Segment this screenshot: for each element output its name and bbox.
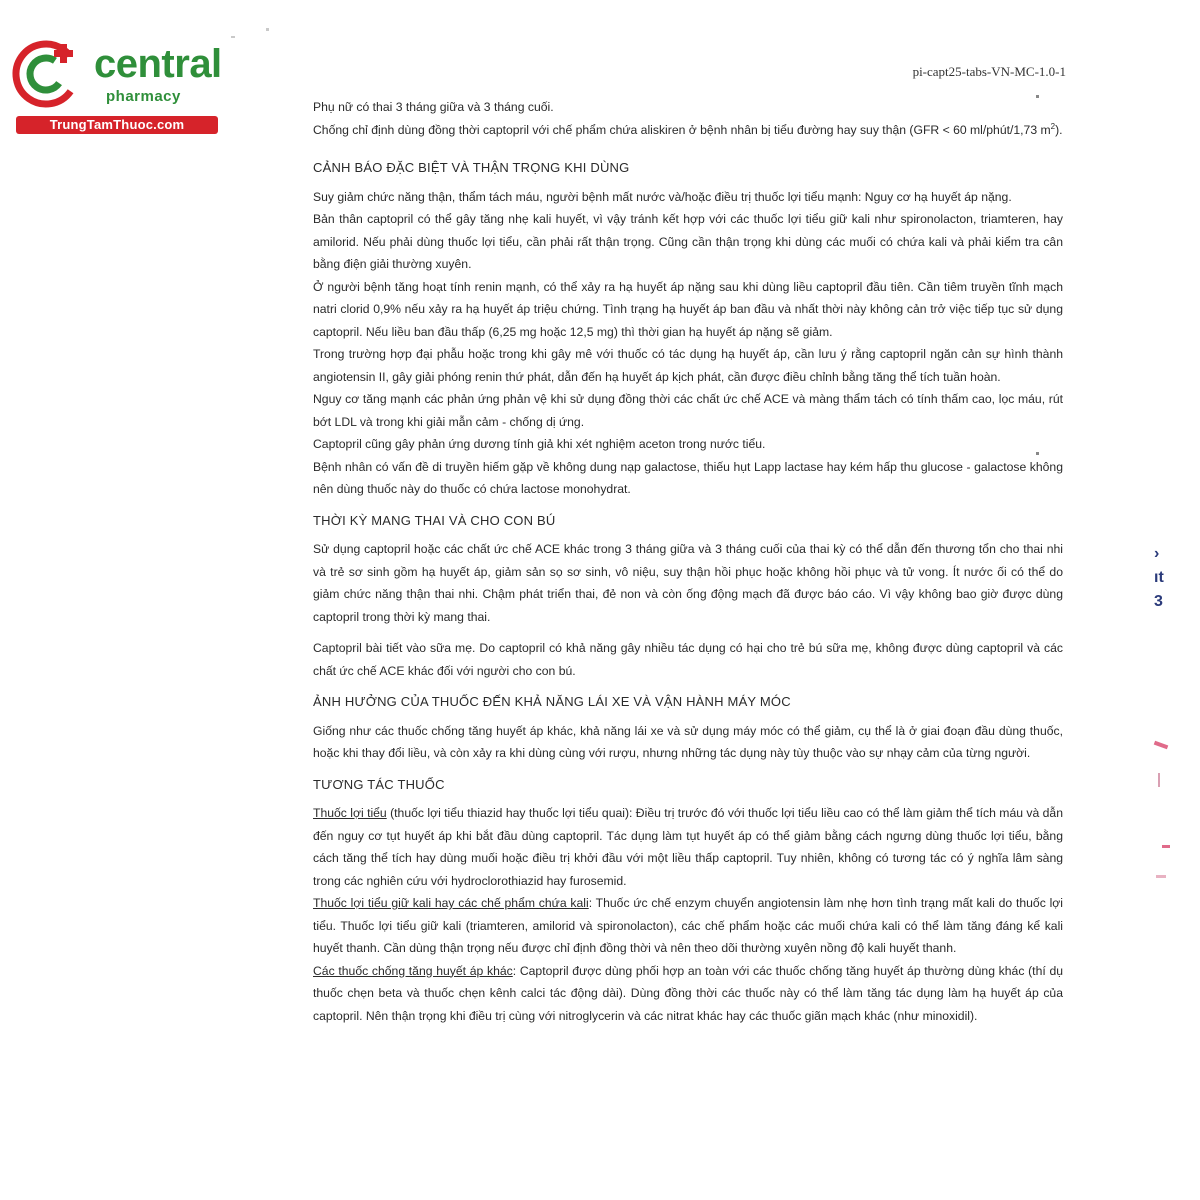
- pregnancy-paragraph: Captopril bài tiết vào sữa mẹ. Do captopril có khả năng gây nhiều tác dụng có hại cho trẻ bú sữa mẹ, không được dùng captopril và các chất ức chế ACE khác đối với người cho con bú.: [313, 641, 1063, 678]
- interaction-label: Các thuốc chống tăng huyết áp khác: [313, 963, 513, 978]
- driving-paragraph: Giống như các thuốc chống tăng huyết áp khác, khả năng lái xe và sử dụng máy móc có thể giảm, cụ thể là ở giai đoạn đầu dùng thuốc, hoặc khi thay đổi liều, và còn xảy ra khi dùng cùng với rượu, nhưng những tác dụng này tùy thuộc vào sự nhạy cảm của từng người.: [313, 723, 1063, 760]
- section-heading-interactions: TƯƠNG TÁC THUỐC: [313, 776, 445, 792]
- scan-speck: [231, 36, 235, 38]
- warning-paragraph: Nguy cơ tăng mạnh các phản ứng phản vệ khi sử dụng đồng thời các chất ức chế ACE và màng thẩm tách có tính thấm cao, lọc máu, rút bớt LDL và trong khi giải mẫn cảm - chống dị ứng.: [313, 392, 1063, 429]
- section-heading-driving: ẢNH HƯỞNG CỦA THUỐC ĐẾN KHẢ NĂNG LÁI XE VÀ VẬN HÀNH MÁY MÓC: [313, 694, 791, 709]
- scan-speck: [1158, 773, 1160, 787]
- margin-mark: ›: [1154, 545, 1160, 562]
- central-pharmacy-logo-icon: [10, 38, 82, 110]
- warning-paragraph: Bản thân captopril có thể gây tăng nhẹ kali huyết, vì vậy tránh kết hợp với các thuốc lợi tiểu giữ kali như spironolacton, triamteren, hay amilorid. Nếu phải dùng thuốc lợi tiểu, cần phải rất thận trọng. Cũng cần thận trọng khi dùng các muối có chứa kali và phải kiểm tra cân bằng điện giải thường xuyên.: [313, 212, 1063, 271]
- warning-paragraph: Captopril cũng gây phản ứng dương tính giả khi xét nghiệm aceton trong nước tiểu.: [313, 437, 766, 451]
- brand-name: central: [94, 42, 222, 86]
- brand-url: TrungTamThuoc.com: [16, 116, 218, 134]
- document-code: pi-capt25-tabs-VN-MC-1.0-1: [912, 64, 1066, 79]
- interaction-item: Thuốc lợi tiểu (thuốc lợi tiểu thiazid hay thuốc lợi tiểu quai): Điều trị trước đó với thuốc lợi tiểu liều cao có thể làm giảm thể tích máu và dẫn đến nguy cơ tụt huyết áp khi bắt đầu dùng captopril. Tác dụng làm tụt huyết áp có thể giảm bằng cách ngưng dùng thuốc lợi tiểu, bằng cách tăng thể tích hay dùng muối hoặc điều trị khởi đầu với một liều thấp captopril. Tuy nhiên, không có tương tác có ý nghĩa lâm sàng trong các nghiên cứu với hydroclorothiazid hay furosemid.: [313, 806, 1063, 888]
- brand-logo: [10, 36, 222, 136]
- margin-mark: 3: [1154, 593, 1163, 610]
- document-body: [313, 96, 1063, 1027]
- pregnancy-paragraph: Sử dụng captopril hoặc các chất ức chế ACE khác trong 3 tháng giữa và 3 tháng cuối của thai kỳ có thể dẫn đến thương tổn cho thai nhi và trẻ sơ sinh gồm hạ huyết áp, giảm sản sọ sơ sinh, vô niệu, suy thận hồi phục hoặc không hồi phục và tử vong. Ít nước ối có thể do giảm chức năng thận thai nhi. Chậm phát triển thai, đẻ non và còn ống động mạch đã được báo cáo. Vì vậy không bao giờ được dùng captopril trong thời kỳ mang thai.: [313, 542, 1063, 624]
- interaction-item: Thuốc lợi tiểu giữ kali hay các chế phẩm chứa kali: Thuốc ức chế enzym chuyển angiotensin làm nhẹ hơn tình trạng mất kali do thuốc lợi tiểu. Thuốc lợi tiểu giữ kali (triamteren, amilorid và spironolacton), các chế phẩm hoặc các muối chứa kali có thể làm tăng đáng kể kali huyết thanh. Cần dùng thận trọng nếu được chỉ định đồng thời và nên theo dõi thường xuyên nồng độ kali huyết thanh.: [313, 896, 1063, 955]
- contra-line-1: Phụ nữ có thai 3 tháng giữa và 3 tháng cuối.: [313, 100, 554, 114]
- contra-line-2: Chống chỉ định dùng đồng thời captopril với chế phẩm chứa aliskiren ở bệnh nhân bị tiểu đường hay suy thận (GFR < 60 ml/phút/1,73 $m^2$).: [313, 121, 1063, 137]
- warning-paragraph: Bệnh nhân có vấn đề di truyền hiếm gặp về không dung nạp galactose, thiếu hụt Lapp lactase hay kém hấp thu glucose - galactose không nên dùng thuốc này do thuốc có chứa lactose monohydrat.: [313, 459, 1063, 496]
- scan-speck: [1162, 845, 1170, 848]
- warning-paragraph: Suy giảm chức năng thận, thẩm tách máu, người bệnh mất nước và/hoặc điều trị thuốc lợi tiểu mạnh: Nguy cơ hạ huyết áp nặng.: [313, 189, 1012, 204]
- margin-marks: [1150, 545, 1180, 905]
- warning-paragraph: Trong trường hợp đại phẫu hoặc trong khi gây mê với thuốc có tác dụng hạ huyết áp, cần lưu ý rằng captopril ngăn cản sự hình thành angiotensin II, gây giải phóng renin thứ phát, dẫn đến hạ huyết áp kịch phát, cần được điều chỉnh bằng tăng thể tích tuần hoàn.: [313, 347, 1063, 384]
- scan-speck: [1156, 875, 1166, 878]
- section-heading-warnings: CẢNH BÁO ĐẶC BIỆT VÀ THẬN TRỌNG KHI DÙNG: [313, 160, 630, 175]
- scan-speck: [1036, 95, 1039, 98]
- scan-speck: [1154, 741, 1169, 750]
- scan-speck: [266, 28, 269, 31]
- interaction-item: Các thuốc chống tăng huyết áp khác: Captopril được dùng phối hợp an toàn với các thuốc chống tăng huyết áp thường dùng khác (thí dụ thuốc chẹn beta và thuốc chẹn kênh calci tác động dài). Dùng đồng thời các thuốc này có thể làm tăng tác dụng làm hạ huyết áp của captopril. Nên thận trọng khi điều trị cùng với nitroglycerin và các nitrat khác hay các thuốc giãn mạch khác (như minoxidil).: [313, 963, 1063, 1023]
- interaction-label: Thuốc lợi tiểu giữ kali hay các chế phẩm chứa kali: [313, 896, 589, 910]
- scan-speck: [1036, 452, 1039, 455]
- margin-mark: ıt: [1154, 569, 1164, 586]
- brand-sub: pharmacy: [106, 88, 181, 105]
- warning-paragraph: Ở người bệnh tăng hoạt tính renin mạnh, có thể xảy ra hạ huyết áp nặng sau khi dùng liều captopril đầu tiên. Cần tiêm truyền tĩnh mạch natri clorid 0,9% nếu xảy ra hạ huyết áp triệu chứng. Tình trạng hạ huyết áp ban đầu và nhất thời này không cản trở việc tiếp tục sử dụng captopril. Nếu liều ban đầu thấp (6,25 mg hoặc 12,5 mg) thì thời gian hạ huyết áp nặng sẽ giảm.: [313, 279, 1063, 339]
- interaction-label: Thuốc lợi tiểu: [313, 806, 387, 820]
- section-heading-pregnancy: THỜI KỲ MANG THAI VÀ CHO CON BÚ: [313, 512, 556, 528]
